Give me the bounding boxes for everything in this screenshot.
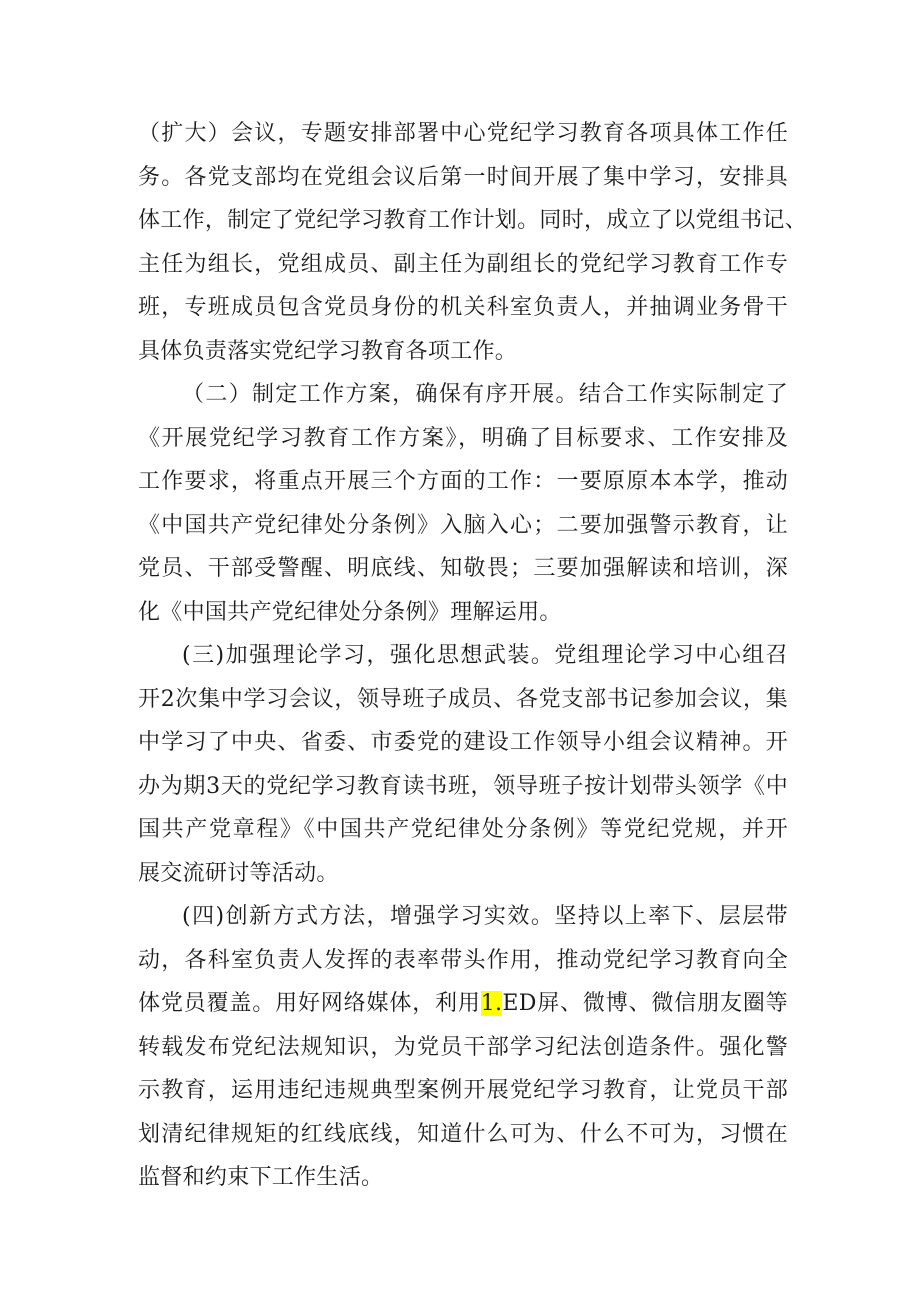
paragraph-2-line-2: 《开展党纪学习教育工作方案》，明确了目标要求、工作安排及 (138, 425, 788, 451)
paragraph-1-line-1: （扩大）会议，专题安排部署中心党纪学习教育各项具体工作任 (138, 121, 788, 146)
paragraph-1-line-4: 主任为组长，党组成员、副主任为副组长的党纪学习教育工作专 (138, 251, 788, 277)
paragraph-1-line-3: 体工作，制定了党纪学习教育工作计划。同时，成立了以党组书记、 (138, 208, 808, 233)
paragraph-4-line-4: 转载发布党纪法规知识，为党员干部学习纪法创造条件。强化警 (138, 1034, 788, 1060)
paragraph-4-line-7: 监督和约束下工作生活。 (138, 1165, 384, 1190)
line-text-before-highlight: 体党员覆盖。用好网络媒体，利用 (138, 991, 481, 1016)
paragraph-1-line-6: 具体负责落实党纪学习教育各项工作。 (138, 338, 518, 364)
paragraph-2-line-6: 化《中国共产党纪律处分条例》理解运用。 (138, 599, 562, 625)
document-body (138, 112, 808, 1200)
paragraph-1-line-5: 班，专班成员包含党员身份的机关科室负责人，并抽调业务骨干 (138, 295, 788, 320)
paragraph-3-line-3: 中学习了中央、省委、市委党的建设工作领导小组会议精神。开 (138, 730, 788, 755)
paragraph-4-line-3 (138, 982, 788, 1026)
paragraph-3-line-2: 开2次集中学习会议，领导班子成员、各党支部书记参加会议，集 (138, 686, 788, 712)
paragraph-1-line-2: 务。各党支部均在党组会议后第一时间开展了集中学习，安排具 (138, 164, 788, 190)
paragraph-3-line-1: (三)加强理论学习，强化思想武装。党组理论学习中心组召 (182, 643, 788, 668)
paragraph-4-line-1: (四)创新方式方法，增强学习实效。坚持以上率下、层层带 (182, 904, 788, 929)
highlighted-text: 1. (480, 991, 503, 1016)
paragraph-2-line-4: 《中国共产党纪律处分条例》入脑入心；二要加强警示教育，让 (138, 512, 788, 538)
paragraph-2-line-5: 党员、干部受警醒、明底线、知敬畏；三要加强解读和培训，深 (138, 556, 788, 581)
paragraph-4-line-2: 动，各科室负责人发挥的表率带头作用，推动党纪学习教育向全 (138, 947, 788, 973)
paragraph-4-line-6: 划清纪律规矩的红线底线，知道什么可为、什么不可为，习惯在 (138, 1121, 788, 1147)
paragraph-2-line-3: 工作要求，将重点开展三个方面的工作：一要原原本本学，推动 (138, 469, 788, 494)
line-text-after-highlight: ED屏、微博、微信朋友圈等 (502, 991, 788, 1016)
paragraph-4-line-5: 示教育，运用违纪违规典型案例开展党纪学习教育，让党员干部 (138, 1078, 788, 1103)
paragraph-2-line-1: （二）制定工作方案，确保有序开展。结合工作实际制定了 (182, 382, 788, 407)
paragraph-3-line-5: 国共产党章程》《中国共产党纪律处分条例》等党纪党规，并开 (138, 817, 788, 842)
paragraph-3-line-4: 办为期3天的党纪学习教育读书班，领导班子按计划带头领学《中 (138, 773, 788, 799)
paragraph-3-line-6: 展交流研讨等活动。 (138, 860, 339, 886)
